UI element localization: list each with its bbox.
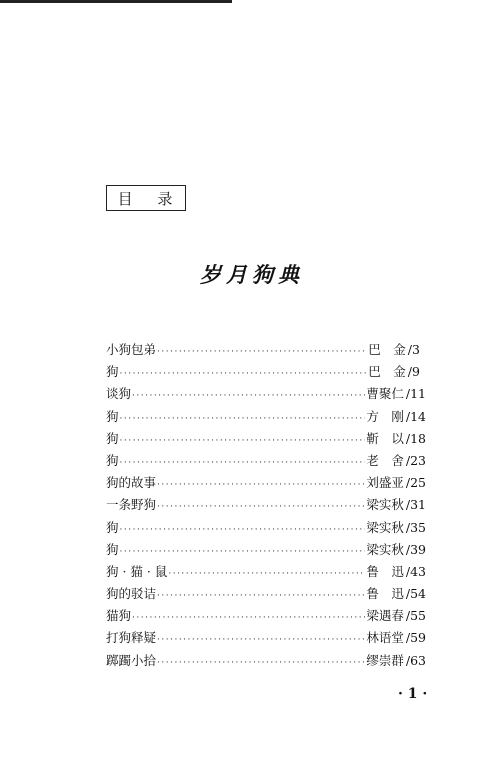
separator-slash: / bbox=[407, 364, 412, 380]
entry-author: 巴 金 bbox=[368, 364, 406, 380]
entry-author: 方 刚 bbox=[366, 408, 404, 424]
entry-page: 3 bbox=[412, 342, 420, 357]
dot-leader bbox=[120, 408, 366, 430]
toc-list bbox=[106, 339, 426, 672]
entry-page: 39 bbox=[410, 541, 426, 557]
separator-slash: / bbox=[405, 408, 411, 424]
entry-author: 梁实秋 bbox=[366, 519, 404, 535]
separator-slash: / bbox=[405, 586, 411, 602]
entry-title: 一条野狗 bbox=[106, 497, 157, 513]
entry-author: 梁实秋 bbox=[366, 541, 404, 557]
toc-entry[interactable] bbox=[106, 539, 426, 561]
entry-page: 9 bbox=[412, 364, 420, 380]
entry-page: 63 bbox=[410, 652, 426, 668]
entry-title: 狗 bbox=[106, 452, 119, 468]
dot-leader bbox=[132, 607, 365, 629]
dot-leader bbox=[120, 430, 366, 452]
contents-heading: 目 录 bbox=[117, 189, 183, 208]
toc-entry[interactable] bbox=[106, 583, 426, 605]
entry-title: 狗 bbox=[106, 541, 119, 557]
separator-slash: / bbox=[405, 563, 411, 579]
entry-title: 狗 bbox=[106, 519, 119, 535]
dot-leader bbox=[157, 496, 365, 518]
dot-leader bbox=[120, 519, 366, 541]
toc-entry[interactable] bbox=[106, 561, 426, 583]
entry-page: 43 bbox=[410, 563, 426, 579]
separator-slash: / bbox=[405, 430, 411, 446]
entry-author: 曹聚仁 bbox=[366, 386, 404, 402]
entry-author: 梁实秋 bbox=[366, 497, 404, 513]
separator-slash: / bbox=[405, 541, 411, 557]
entry-author: 靳 以 bbox=[366, 430, 404, 446]
entry-title: 猫狗 bbox=[106, 608, 132, 624]
separator-slash: / bbox=[405, 608, 411, 624]
entry-title: 狗的驳诘 bbox=[106, 586, 157, 602]
toc-entry[interactable] bbox=[106, 450, 426, 472]
dot-leader bbox=[157, 629, 365, 651]
toc-entry[interactable] bbox=[106, 383, 426, 405]
dot-leader bbox=[157, 652, 365, 674]
entry-title: 小狗包弟 bbox=[106, 342, 157, 357]
entry-title: 狗的故事 bbox=[106, 475, 157, 491]
dot-leader bbox=[157, 474, 365, 496]
toc-entry[interactable] bbox=[106, 472, 426, 494]
toc-entry[interactable] bbox=[106, 428, 426, 450]
entry-page: 55 bbox=[410, 608, 426, 624]
dot-leader bbox=[157, 585, 365, 607]
contents-heading-box bbox=[106, 185, 186, 211]
entry-author: 鲁 迅 bbox=[366, 563, 404, 579]
toc-entry[interactable] bbox=[106, 650, 426, 672]
toc-entry[interactable] bbox=[106, 517, 426, 539]
page-number: · 1 · bbox=[398, 686, 428, 702]
separator-slash: / bbox=[405, 630, 411, 646]
entry-author: 梁遇春 bbox=[366, 608, 404, 624]
separator-slash: / bbox=[405, 497, 411, 513]
entry-author: 林语堂 bbox=[366, 630, 404, 646]
entry-page: 54 bbox=[410, 586, 426, 602]
entry-title: 狗 bbox=[106, 364, 119, 380]
entry-title: 踯躅小拾 bbox=[106, 652, 157, 668]
top-rule bbox=[0, 0, 232, 3]
entry-author: 老 舍 bbox=[366, 452, 404, 468]
entry-page: 31 bbox=[410, 497, 426, 513]
toc-entry[interactable] bbox=[106, 605, 426, 627]
separator-slash: / bbox=[405, 452, 411, 468]
dot-leader bbox=[168, 563, 365, 585]
entry-author: 缪崇群 bbox=[366, 652, 404, 668]
toc-entry[interactable] bbox=[106, 361, 426, 383]
entry-title: 狗 bbox=[106, 430, 119, 446]
toc-entry[interactable] bbox=[106, 627, 426, 649]
toc-entry[interactable] bbox=[106, 494, 426, 516]
entry-title: 谈狗 bbox=[106, 386, 132, 402]
dot-leader bbox=[120, 363, 368, 385]
section-title: 岁月狗典 bbox=[200, 262, 304, 287]
dot-leader bbox=[157, 341, 367, 363]
toc-entry[interactable] bbox=[106, 406, 426, 428]
entry-title: 狗 bbox=[106, 408, 119, 424]
separator-slash: / bbox=[405, 386, 411, 402]
entry-page: 59 bbox=[410, 630, 426, 646]
entry-author: 刘盛亚 bbox=[366, 475, 404, 491]
entry-page: 18 bbox=[410, 430, 426, 446]
entry-author: 鲁 迅 bbox=[366, 586, 404, 602]
entry-page: 14 bbox=[410, 408, 426, 424]
separator-slash: / bbox=[405, 475, 411, 491]
entry-page: 23 bbox=[410, 452, 426, 468]
separator-slash: / bbox=[407, 342, 412, 357]
separator-slash: / bbox=[405, 652, 411, 668]
entry-page: 11 bbox=[410, 386, 426, 402]
entry-title: 狗 · 猫 · 鼠 bbox=[106, 563, 168, 579]
dot-leader bbox=[120, 541, 366, 563]
entry-page: 35 bbox=[410, 519, 426, 535]
entry-page: 25 bbox=[410, 475, 426, 491]
toc-entry[interactable] bbox=[106, 339, 426, 361]
dot-leader bbox=[132, 385, 365, 407]
separator-slash: / bbox=[405, 519, 411, 535]
entry-author: 巴 金 bbox=[368, 342, 406, 357]
dot-leader bbox=[120, 452, 366, 474]
entry-title: 打狗释疑 bbox=[106, 630, 157, 646]
